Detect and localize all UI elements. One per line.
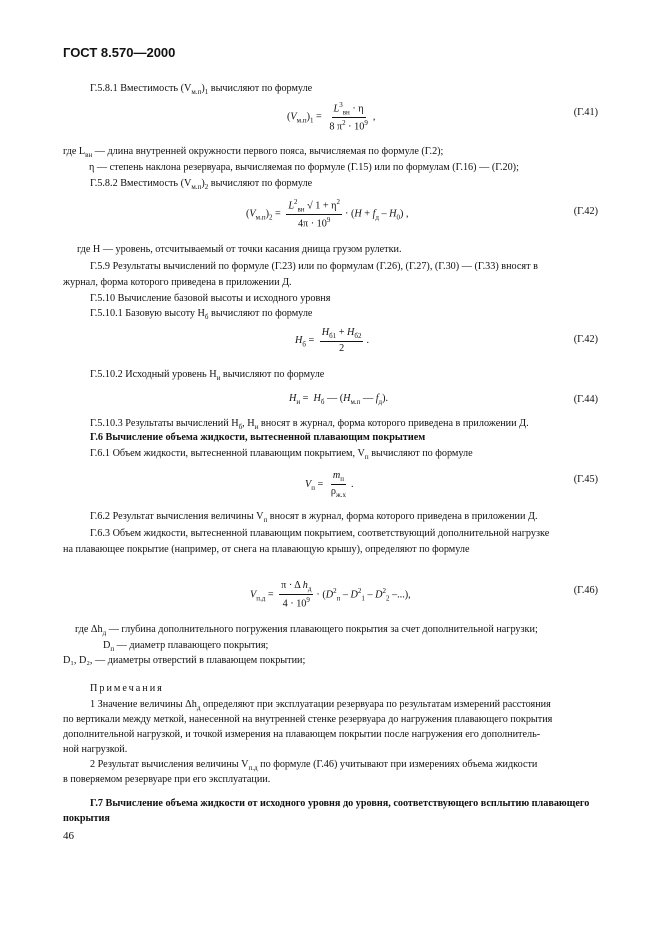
where-eta: η — степень наклона резервуара, вычисляемая по формуле (Г.15) или по формулам (Г.16) — (Г.20); <box>89 162 519 173</box>
text: п.д <box>248 764 258 773</box>
paragraph-g5101 <box>90 308 312 321</box>
where-d <box>103 640 268 653</box>
paragraph-g61 <box>90 448 473 461</box>
text: 2 <box>204 183 209 192</box>
paragraph-g62 <box>90 511 538 524</box>
text: определяют при эксплуатации резервуара по результатам измерений расстояния <box>200 699 551 710</box>
formula-g46: $V_{п.д}$ = $\frac{\pi \cdot \Delta h_д}{4 \cdot 10^9}$ · ($D^2_п - D^2_1 - D^2_2$ –...), <box>250 580 411 610</box>
text: м.п <box>191 183 202 192</box>
document-header: ГОСТ 8.570—2000 <box>63 45 176 60</box>
text: вносят в журнал, форма которого приведена в приложении Д. <box>267 511 538 522</box>
text: п <box>263 516 268 525</box>
text: вычисляют по формуле <box>220 369 325 380</box>
paragraph-g510: Г.5.10 Вычисление базовой высоты и исходного уровня <box>90 293 331 304</box>
text: 1 Значение величины Δh <box>90 699 197 710</box>
note1-line2: по вертикали между меткой, нанесенной на внутренней стенке резервуара до нагружения плавающего покрытия <box>63 714 553 725</box>
where-h: где H — уровень, отсчитываемый от точки касания днища грузом рулетки. <box>77 244 402 255</box>
text: Г.6.1 Объем жидкости, вытесненной плавающим покрытием, V <box>90 448 365 459</box>
text: вн <box>85 151 93 160</box>
text: — диаметр плавающего покрытия; <box>114 640 269 651</box>
text: D <box>103 640 111 651</box>
text: вычисляют по формуле <box>208 178 313 189</box>
text: п <box>110 645 115 654</box>
equation-number: (Г.42) <box>573 334 598 345</box>
text: б <box>204 313 209 322</box>
text: — глубина дополнительного погружения плавающего покрытия за счет дополнительной нагрузки; <box>106 624 538 635</box>
paragraph-g581: Г.5.8.1 Вместимость $(V_{м.п})_1$ вычисляют по формуле <box>90 83 313 97</box>
paragraph-g5103 <box>90 418 529 431</box>
text: д <box>102 629 107 638</box>
text: и <box>216 374 221 383</box>
formula-g45: $V_п$ = $\frac{m_п}{\rho_{ж.х}}$ . <box>305 470 354 500</box>
text: по формуле (Г.46) учитывают при измерениях объема жидкости <box>257 759 538 770</box>
text: вычисляют по формуле <box>368 448 473 459</box>
note1-line1 <box>90 699 551 712</box>
text: вычисляют по формуле <box>208 83 313 94</box>
text: п <box>364 453 369 462</box>
notes-title: Примечания <box>90 683 164 694</box>
where-d12: D₁, D₂, — диаметры отверстий в плавающем покрытии; <box>63 655 306 666</box>
equation-number: (Г.44) <box>573 394 598 405</box>
text: Г.5.8.2 Вместимость (V <box>90 178 192 189</box>
paragraph-g582: Г.5.8.2 Вместимость $(V_{м.п})_2$ вычисляют по формуле <box>90 178 313 192</box>
note1-line3: дополнительной нагрузкой, и точкой измерения на плавающем покрытии после нагружения его дополнитель- <box>63 729 541 740</box>
note2-line1 <box>90 759 537 772</box>
paragraph-g63-line1: Г.6.3 Объем жидкости, вытесненной плавающим покрытием, соответствующий дополнительной нагрузке <box>90 528 550 539</box>
text: где Δh <box>75 624 103 635</box>
paragraph-g59-line1: Г.5.9 Результаты вычислений по формуле (Г.23) или по формулам (Г.26), (Г.27), (Г.30) — (Г.33) вносят в <box>90 261 538 272</box>
formula-g41: $(V_{м.п})_1$ = $\frac{L^3_{вн} \cdot \eta}{8 \pi^2 \cdot 10^9}$ , <box>287 101 376 133</box>
text: м.п <box>191 88 202 97</box>
equation-number: (Г.46) <box>573 585 598 596</box>
text: , H <box>242 418 255 429</box>
paragraph-g5102 <box>90 369 324 382</box>
equation-number: (Г.42) <box>573 206 598 217</box>
formula-hb: $H_б$ = $\frac{H_{б1} + H_{б2}}{2}$ . <box>295 327 369 355</box>
text: д <box>196 704 201 713</box>
equation-number: (Г.41) <box>573 107 598 118</box>
text: Г.5.10.1 Базовую высоту H <box>90 308 205 319</box>
formula-hi: $H_и = H_б$ — ($H_{м.п}$ — $f_д$). <box>289 393 389 407</box>
text: вносят в журнал, форма которого приведена в приложении Д. <box>258 418 529 429</box>
text: Г.5.8.1 Вместимость (V <box>90 83 192 94</box>
paragraph-g59-line2: журнал, форма которого приведена в приложении Д. <box>63 277 292 288</box>
text: Г.5.10.3 Результаты вычислений H <box>90 418 239 429</box>
paragraph-g63-line2: на плавающее покрытие (например, от снега на плавающую крышу), определяют по формуле <box>63 544 470 555</box>
page-number: 46 <box>63 830 74 842</box>
text: где L <box>63 146 86 157</box>
text: Г.6.2 Результат вычисления величины V <box>90 511 264 522</box>
section-heading-g7-line1: Г.7 Вычисление объема жидкости от исходного уровня до уровня, соответствующего всплытию плавающего <box>90 798 590 809</box>
section-heading-g7-line2: покрытия <box>63 813 110 824</box>
note2-line2: в поверяемом резервуаре при его эксплуатации. <box>63 774 271 785</box>
equation-number: (Г.45) <box>573 474 598 485</box>
text: — длина внутренней окружности первого пояса, вычисляемая по формуле (Г.2); <box>92 146 444 157</box>
where-l <box>63 146 443 159</box>
where-dh <box>75 624 538 637</box>
text: и <box>254 423 259 432</box>
text: 1 <box>204 88 209 97</box>
text: Г.5.10.2 Исходный уровень H <box>90 369 217 380</box>
section-heading-g6: Г.6 Вычисление объема жидкости, вытесненной плавающим покрытием <box>90 432 426 443</box>
note1-line4: ной нагрузкой. <box>63 744 128 755</box>
text: 2 Результат вычисления величины V <box>90 759 249 770</box>
text: вычисляют по формуле <box>208 308 313 319</box>
formula-g42: $(V_{м.п})_2$ = $\frac{L^2_{вн} √ 1 + \eta^2}{4\pi \cdot 10^9}$ · $(H + f_д - H_0)$ , <box>246 198 409 230</box>
text: б <box>238 423 243 432</box>
